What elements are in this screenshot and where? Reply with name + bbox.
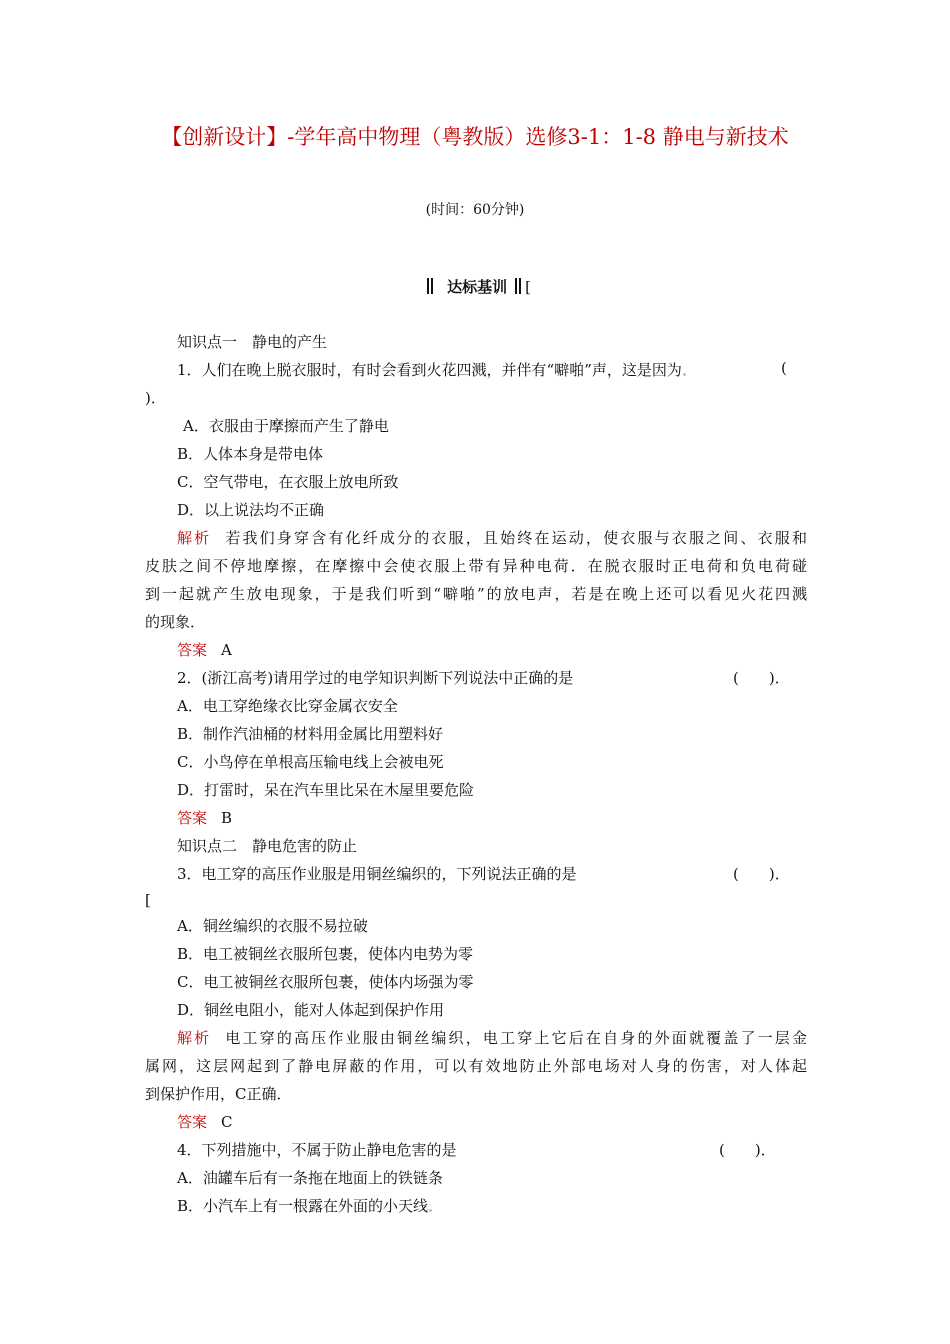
option: B．人体本身是带电体: [177, 445, 324, 463]
analysis-line: 到一起就产生放电现象，于是我们听到“噼啪”的放电声，若是在晚上还可以看见火花四溅: [145, 585, 807, 603]
question-stem: 1．人们在晚上脱衣服时，有时会看到火花四溅，并伴有“噼啪”声，这是因为: [177, 359, 686, 380]
option: B．小汽车上有一根露在外面的小天线: [177, 1195, 432, 1216]
page-title: 【创新设计】-学年高中物理（粤教版）选修3-1：1-8 静电与新技术: [161, 125, 789, 149]
heading-bar-left: [427, 278, 433, 294]
analysis-line: 到保护作用，C正确．: [145, 1085, 292, 1103]
section-heading-text: 达标基训: [447, 278, 508, 296]
option: C．小鸟停在单根高压输电线上会被电死: [177, 753, 444, 771]
answer-paren: ( )．: [719, 1141, 776, 1159]
option: C．空气带电，在衣服上放电所致: [177, 473, 399, 491]
answer-label: 答案: [177, 809, 208, 827]
option: B．制作汽油桶的材料用金属比用塑料好: [177, 725, 444, 743]
answer: 答案 B: [177, 809, 233, 827]
section-heading: [0, 276, 950, 297]
answer-paren: (: [781, 359, 787, 377]
answer: 答案 A: [177, 641, 232, 659]
answer-paren: ( )．: [733, 669, 790, 687]
stray-mark: [: [145, 891, 151, 909]
option: A．衣服由于摩擦而产生了静电: [183, 417, 389, 435]
heading-bar-right: [515, 278, 521, 294]
topic-heading: 知识点一 静电的产生: [177, 333, 328, 351]
analysis: 解析 电工穿的高压作业服由铜丝编织，电工穿上它后在自身的外面就覆盖了一层金: [177, 1029, 807, 1047]
answer-paren: ( )．: [733, 865, 790, 883]
topic-heading: 知识点二 静电危害的防止: [177, 837, 358, 855]
time-note: (时间：60分钟): [425, 202, 525, 218]
question-stem: 2．(浙江高考)请用学过的电学知识判断下列说法中正确的是: [177, 669, 574, 687]
option: D．铜丝电阻小，能对人体起到保护作用: [177, 1001, 445, 1019]
option: A．油罐车后有一条拖在地面上的铁链条: [177, 1169, 443, 1187]
option: A．电工穿绝缘衣比穿金属衣安全: [177, 697, 398, 715]
option: D．打雷时，呆在汽车里比呆在木屋里要危险: [177, 781, 475, 799]
answer-label: 答案: [177, 1113, 208, 1131]
analysis-label: 解析: [177, 1029, 212, 1047]
answer-label: 答案: [177, 641, 208, 659]
analysis-label: 解析: [177, 529, 212, 547]
option: A．铜丝编织的衣服不易拉破: [177, 917, 368, 935]
section-suffix: [: [525, 278, 531, 296]
analysis-line: 的现象．: [145, 613, 206, 631]
analysis-line: 皮肤之间不停地摩擦，在摩擦中会使衣服上带有异种电荷．在脱衣服时正电荷和负电荷碰: [145, 557, 807, 575]
option: D．以上说法均不正确: [177, 501, 325, 519]
answer: 答案 C: [177, 1113, 233, 1131]
question-stem-cont: )．: [145, 389, 166, 407]
question-stem: 4．下列措施中，不属于防止静电危害的是: [177, 1141, 457, 1159]
analysis-line: 属网，这层网起到了静电屏蔽的作用，可以有效地防止外部电场对人身的伤害，对人体起: [145, 1057, 807, 1075]
option: B．电工被铜丝衣服所包裹，使体内电势为零: [177, 945, 474, 963]
question-stem: 3．电工穿的高压作业服是用铜丝编织的，下列说法正确的是: [177, 865, 577, 883]
option: C．电工被铜丝衣服所包裹，使体内场强为零: [177, 973, 474, 991]
analysis: 解析 若我们身穿含有化纤成分的衣服，且始终在运动，使衣服与衣服之间、衣服和: [177, 529, 807, 547]
